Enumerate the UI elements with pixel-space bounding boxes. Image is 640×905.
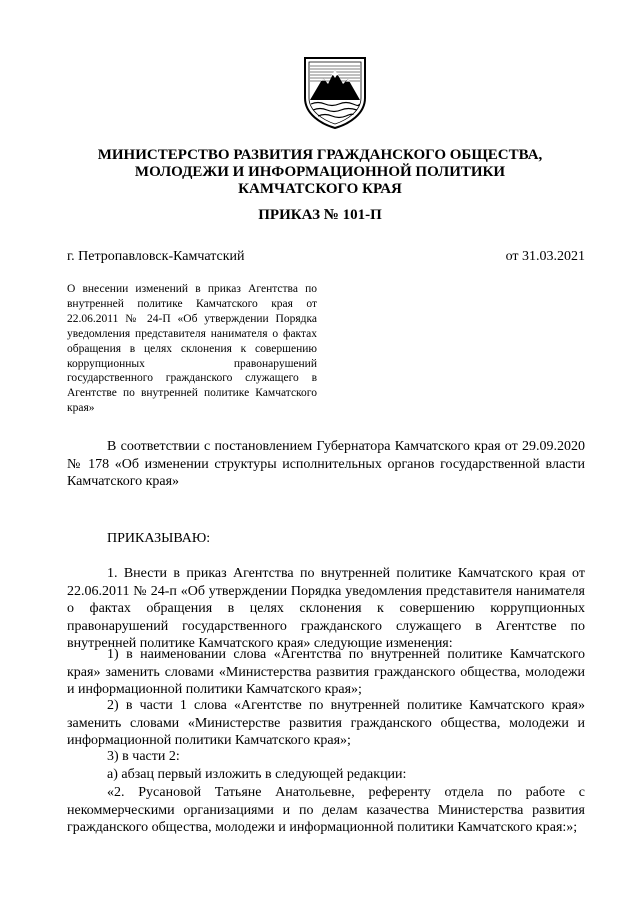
- order-title: ПРИКАЗ № 101-П: [258, 207, 382, 223]
- order-word: ПРИКАЗЫВАЮ:: [107, 531, 211, 546]
- ministry-name-line-1: МИНИСТЕРСТВО РАЗВИТИЯ ГРАЖДАНСКОГО ОБЩЕСТВА,: [97, 147, 543, 163]
- preamble-paragraph: В соответствии с постановлением Губернатора Камчатского края от 29.09.2020 № 178 «Об изменении структуры исполнительных органов государственной власти Камчатского края»: [67, 439, 585, 490]
- item-1-1-paragraph: 1) в наименовании слова «Агентства по внутренней политике Камчатского края» заменить словами «Министерства развития гражданского общества, молодежи и информационной политики Камчатского края»;: [67, 647, 585, 698]
- order-date: от 31.03.2021: [505, 249, 585, 264]
- item-1-paragraph: 1. Внести в приказ Агентства по внутренней политике Камчатского края от 22.06.2011 № 24-п «Об утверждении Порядка уведомления представителя нанимателя о фактах обращения в целях склонения к совершению коррупционных правонарушений государственного гражданского служащего в Агентстве по внутренней политике Камчатского края» следующие изменения:: [67, 566, 585, 652]
- item-1-3a-paragraph: а) абзац первый изложить в следующей редакции:: [107, 767, 407, 782]
- order-subject: О внесении изменений в приказ Агентства по внутренней политике Камчатского края от 22.06.2011 № 24-П «Об утверждении Порядка уведомления представителя нанимателя о фактах обращения в целях склонения к совершению коррупционных правонарушений государственного гражданского служащего в Агентстве по внутренней политике Камчатского края»: [67, 283, 317, 415]
- item-1-3-paragraph: 3) в части 2:: [107, 749, 180, 764]
- ministry-name-line-2: МОЛОДЕЖИ И ИНФОРМАЦИОННОЙ ПОЛИТИКИ: [134, 164, 506, 180]
- ministry-name-line-3: КАМЧАТСКОГО КРАЯ: [238, 181, 402, 197]
- item-1-3a-quote-paragraph: «2. Русановой Татьяне Анатольевне, референту отдела по работе с некоммерческими организациями и по делам казачества Министерства развития гражданского общества, молодежи и информационной политики Камчатского края:»;: [67, 785, 585, 836]
- coat-of-arms-emblem: [301, 54, 369, 130]
- item-1-2-paragraph: 2) в части 1 слова «Агентстве по внутренней политике Камчатского края» заменить словами «Министерстве развития гражданского общества, молодежи и информационной политики Камчатского края»;: [67, 698, 585, 749]
- place-of-issue: г. Петропавловск-Камчатский: [67, 249, 245, 264]
